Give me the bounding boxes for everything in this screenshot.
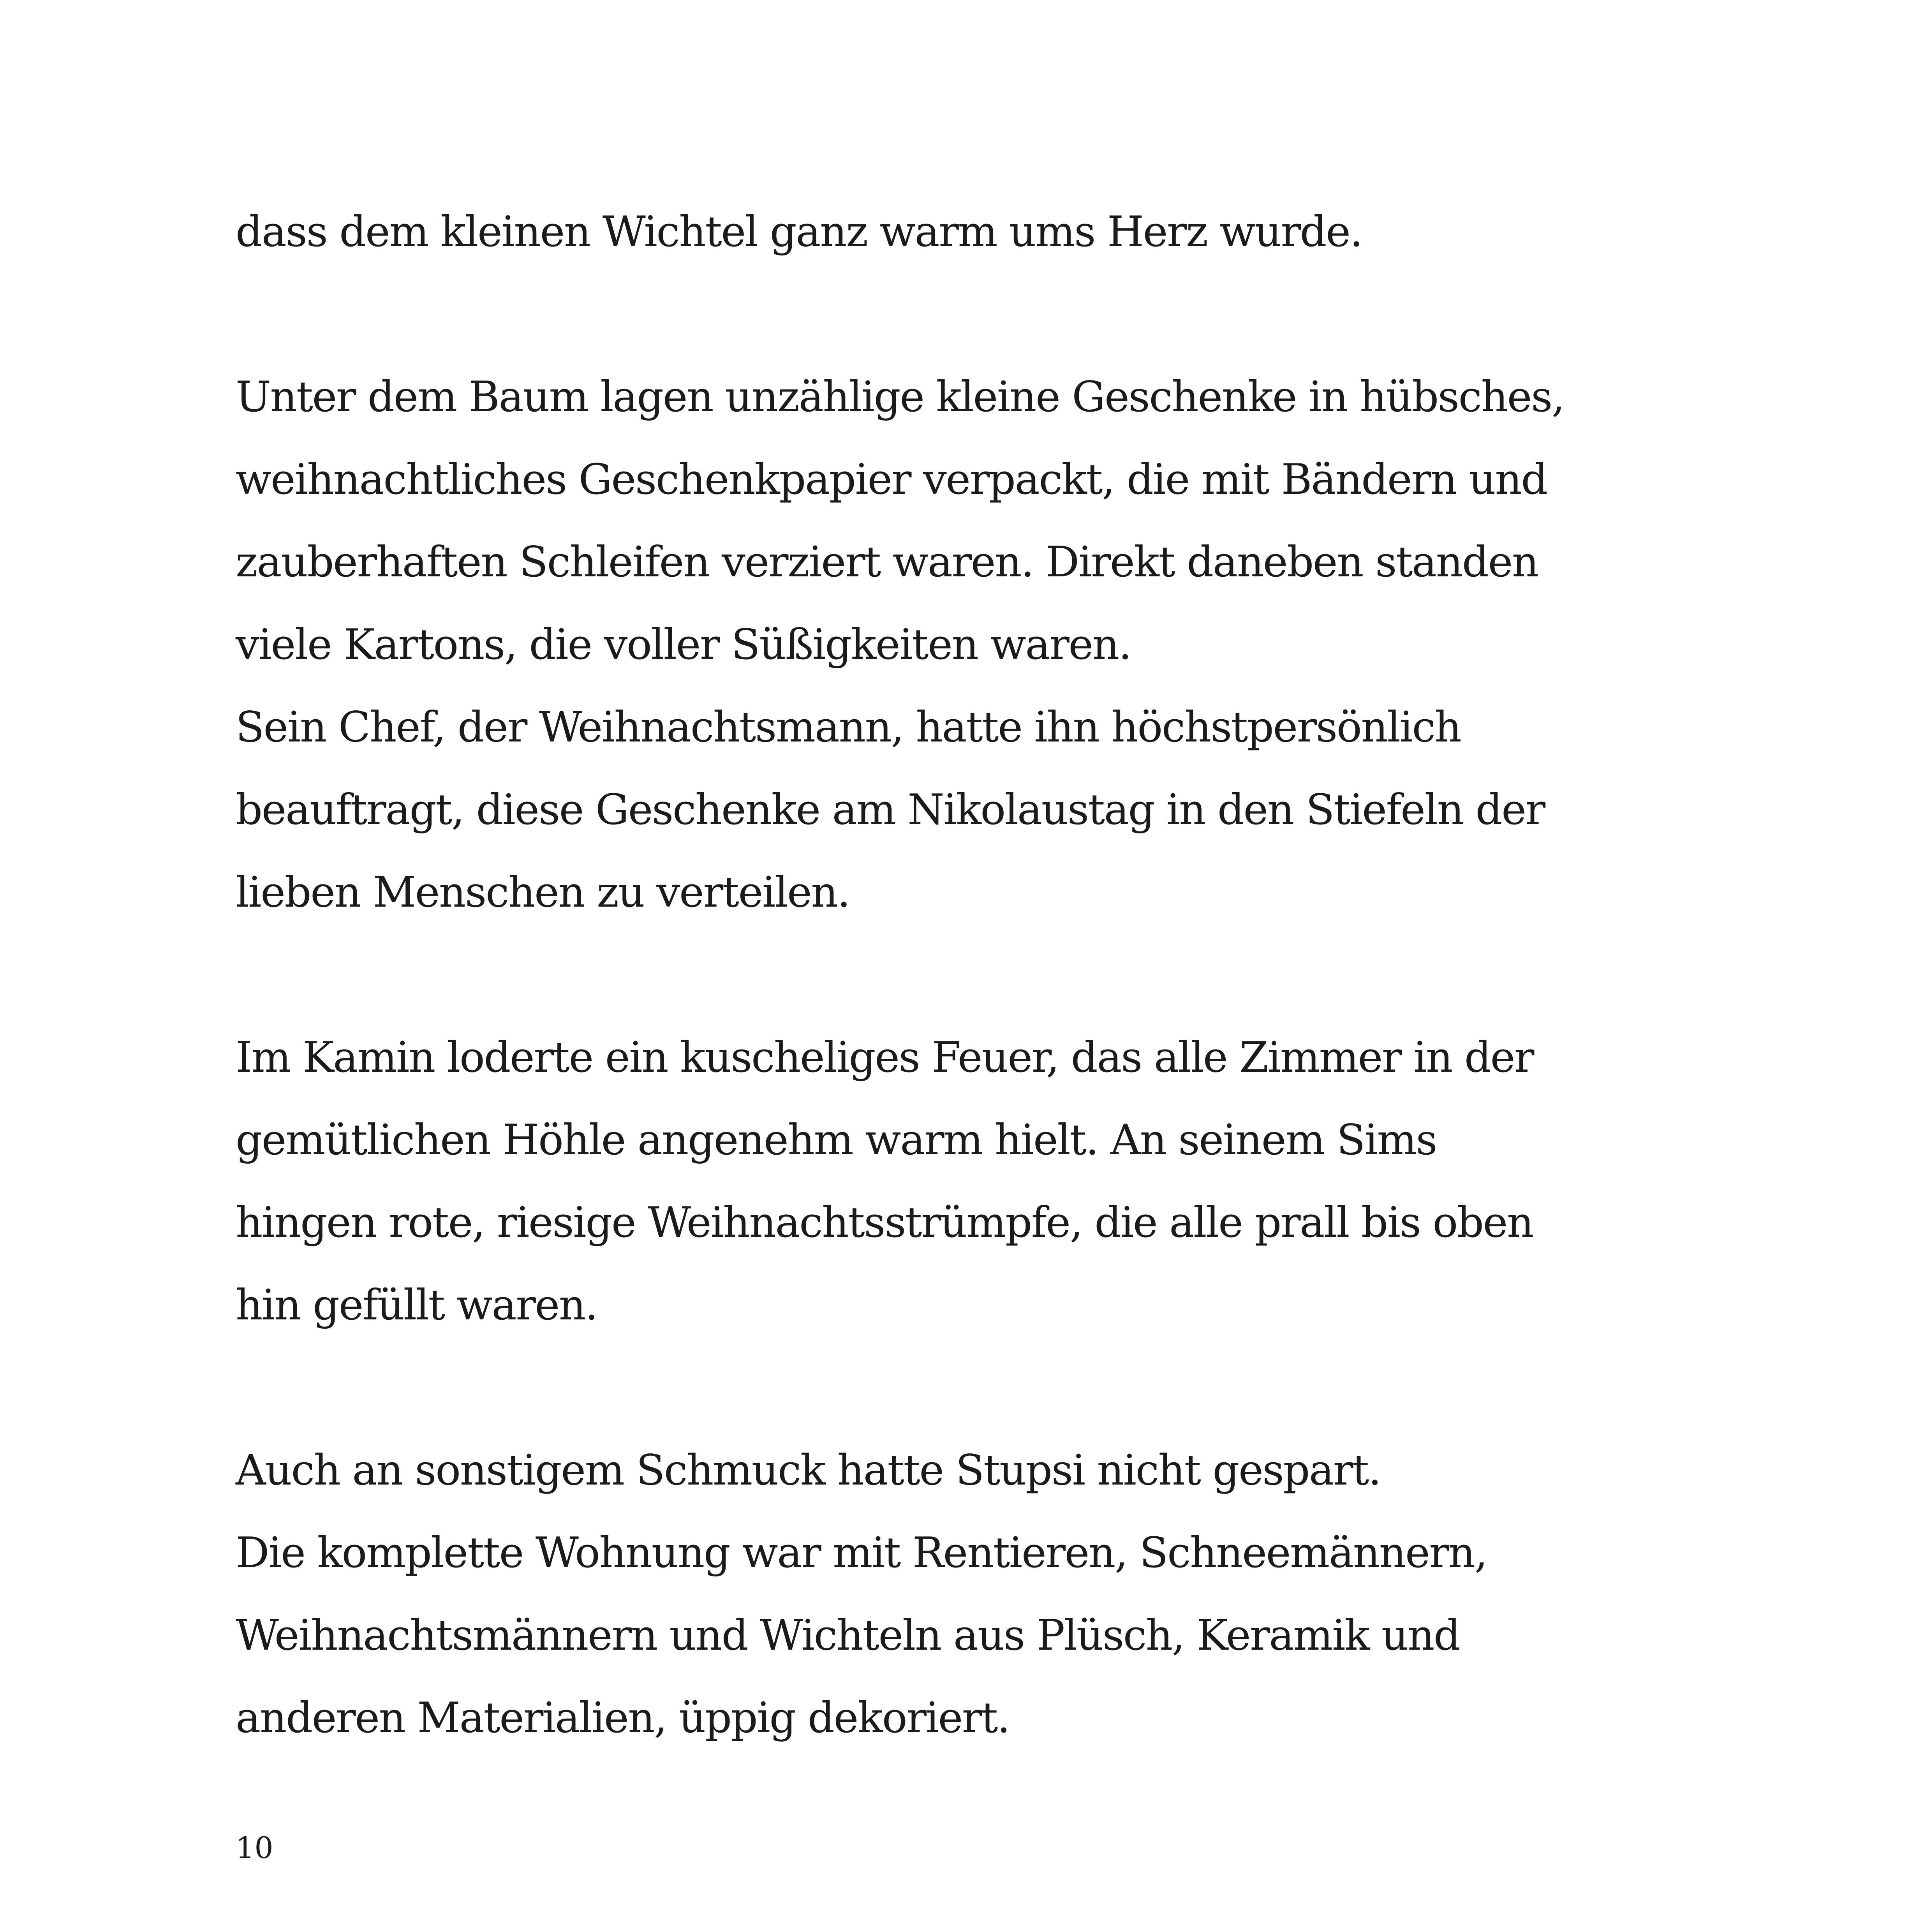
text-line: Sein Chef, der Weihnachtsmann, hatte ihn höchstpersönlich xyxy=(236,703,1461,752)
paragraph-gap xyxy=(236,273,1755,356)
text-line: gemütlichen Höhle angenehm warm hielt. An seinem Sims xyxy=(236,1116,1437,1164)
text-line: anderen Materialien, üppig dekoriert. xyxy=(236,1694,1010,1742)
page-number: 10 xyxy=(236,1830,273,1865)
text-line: Unter dem Baum lagen unzählige kleine Geschenke in hübsches, xyxy=(236,373,1564,421)
text-line: lieben Menschen zu verteilen. xyxy=(236,868,850,917)
text-line: Auch an sonstigem Schmuck hatte Stupsi nicht gespart. xyxy=(236,1446,1381,1495)
text-line: Weihnachtsmännern und Wichteln aus Plüsch, Keramik und xyxy=(236,1611,1460,1660)
text-line: weihnachtliches Geschenkpapier verpackt, die mit Bändern und xyxy=(236,455,1547,504)
text-line: dass dem kleinen Wichtel ganz warm ums Herz wurde. xyxy=(236,208,1362,256)
paragraph-gap xyxy=(236,1347,1755,1429)
text-line: Die komplette Wohnung war mit Rentieren, Schneemännern, xyxy=(236,1529,1487,1577)
paragraph xyxy=(236,1016,1755,1347)
body-text xyxy=(236,191,1755,1759)
text-line: viele Kartons, die voller Süßigkeiten waren. xyxy=(236,620,1131,669)
text-line: Im Kamin loderte ein kuscheliges Feuer, das alle Zimmer in der xyxy=(236,1033,1534,1082)
text-line: beauftragt, diese Geschenke am Nikolaustag in den Stiefeln der xyxy=(236,785,1545,834)
paragraph xyxy=(236,1429,1755,1759)
paragraph-gap xyxy=(236,934,1755,1016)
text-line: zauberhaften Schleifen verziert waren. Direkt daneben standen xyxy=(236,538,1538,586)
text-line: hin gefüllt waren. xyxy=(236,1281,597,1330)
paragraph xyxy=(236,191,1755,273)
paragraph xyxy=(236,356,1755,934)
text-line: hingen rote, riesige Weihnachtsstrümpfe, die alle prall bis oben xyxy=(236,1198,1533,1247)
